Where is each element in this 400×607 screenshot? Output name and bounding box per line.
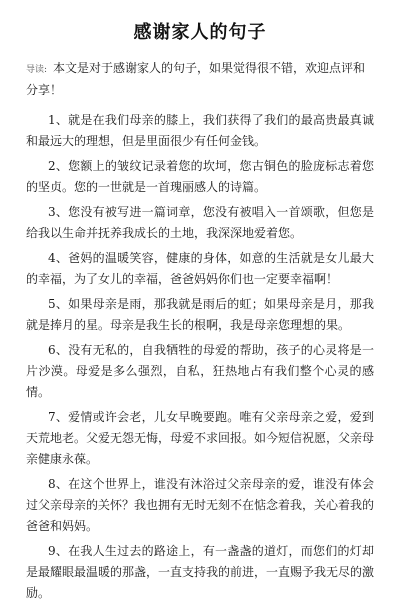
paragraph-9: 9、在我人生过去的路途上，有一盏盏的道灯，而您们的灯却是最耀眼最温暖的那盏，一直支持我的前进，一直赐予我无尽的激励。 (26, 544, 375, 600)
paragraph-8: 8、在这个世界上，谁没有沐浴过父亲母亲的爱，谁没有体会过父亲母亲的关怀？我也拥有无时无刻不在惦念着我，关心着我的爸爸和妈妈。 (26, 477, 375, 533)
paragraph-7: 7、爱情或许会老，儿女早晚要跑。唯有父亲母亲之爱，爱到天荒地老。父爱无怨无悔，母爱不求回报。如今短信祝愿，父亲母亲健康永葆。 (26, 410, 375, 466)
paragraph-4: 4、爸妈的温暖笑容，健康的身体，如意的生活就是女儿最大的幸福，为了女儿的幸福，爸爸妈妈你们也一定要幸福啊！ (26, 251, 374, 286)
paragraph-6: 6、没有无私的，自我牺牲的母爱的帮助，孩子的心灵将是一片沙漠。母爱是多么强烈，自私，狂热地占有我们整个心灵的感情。 (26, 343, 374, 399)
page-title: 感谢家人的句子 (133, 22, 267, 43)
paragraph-2: 2、您额上的皱纹记录着您的坎坷，您古铜色的脸庞标志着您的坚贞。您的一世就是一首瑰丽感人的诗篇。 (26, 159, 374, 194)
intro-lead: 导读: (26, 65, 48, 75)
intro (26, 58, 374, 100)
intro-text: 本文是对于感谢家人的句子，如果觉得很不错，欢迎点评和分享！ (26, 61, 366, 97)
paragraph-1: 1、就是在我们母亲的膝上，我们获得了我们的最高贵最真诚和最远大的理想，但是里面很少有任何金钱。 (26, 113, 374, 148)
paragraph-5: 5、如果母亲是雨，那我就是雨后的虹；如果母亲是月，那我就是捧月的星。母亲是我生长的根啊，我是母亲您理想的果。 (26, 297, 374, 332)
paragraph-3: 3、您没有被写进一篇词章，您没有被唱入一首颂歌，但您是给我以生命并抚养我成长的土地，我深深地爱着您。 (26, 205, 374, 240)
